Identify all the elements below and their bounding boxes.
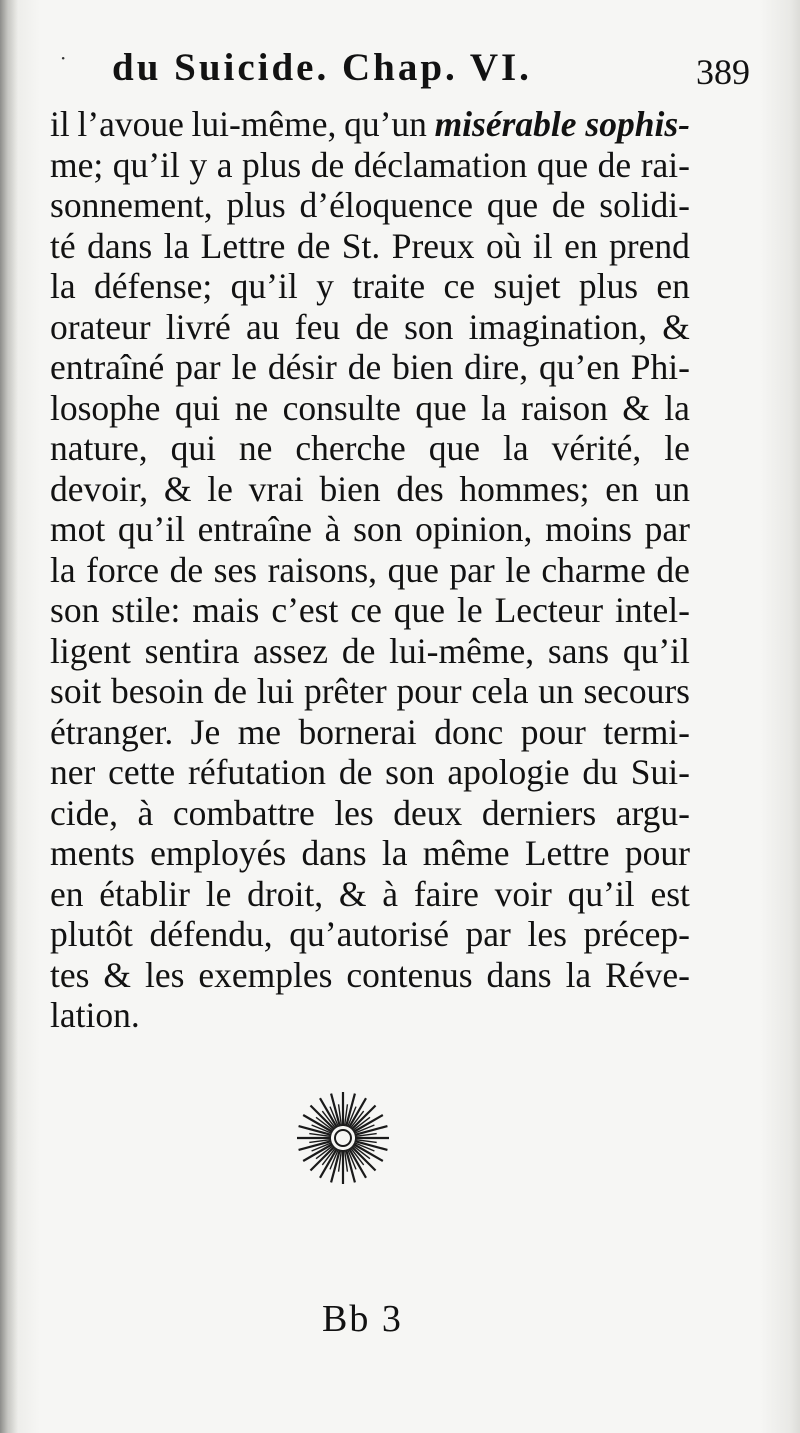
text-word: Lecteur	[494, 590, 604, 630]
text-word: son	[353, 509, 403, 549]
text-word: la	[50, 549, 76, 590]
text-word: contenus	[346, 954, 473, 995]
text-word: plus	[226, 185, 286, 225]
text-word: de	[355, 306, 389, 347]
text-word: des	[396, 468, 444, 509]
text-word: entraîne	[197, 509, 312, 549]
text-line	[50, 145, 690, 186]
running-head: du Suicide. Chap. VI.	[112, 46, 532, 89]
text-word: du	[582, 752, 618, 792]
text-word: intel-	[614, 590, 690, 630]
text-word: apologie	[447, 752, 570, 792]
text-word: qu’il	[117, 509, 185, 549]
text-word: la	[664, 387, 690, 428]
text-word: Phi-	[630, 347, 690, 387]
text-word: Lettre	[524, 833, 610, 873]
text-word: traite	[352, 266, 426, 306]
text-word: de	[213, 671, 247, 711]
text-word: a	[216, 144, 233, 185]
text-word: la	[503, 428, 529, 468]
text-word: ner	[50, 752, 96, 792]
text-word: me;	[50, 144, 104, 185]
text-word: moins	[545, 509, 632, 549]
text-word: en	[50, 873, 84, 914]
text-word: dans	[87, 225, 153, 266]
text-word: prêter	[303, 671, 387, 711]
text-word: &	[163, 468, 192, 509]
text-word: soit	[50, 671, 102, 711]
text-word: que	[428, 428, 481, 468]
text-word: consulte	[282, 387, 401, 428]
text-word: d’éloquence	[299, 185, 473, 225]
text-word: le	[207, 468, 233, 509]
text-word: dire,	[464, 347, 529, 387]
text-word: dans	[486, 954, 552, 995]
text-word: de	[310, 144, 345, 185]
text-word: nature,	[50, 428, 148, 468]
text-word: de	[169, 549, 204, 590]
stray-mark-icon: ·	[60, 46, 67, 70]
text-word: y	[189, 144, 208, 185]
text-word: la	[50, 266, 76, 306]
text-word: précep-	[583, 914, 690, 954]
text-word: ses	[213, 549, 258, 590]
text-word: besoin	[111, 671, 204, 711]
text-line	[50, 914, 690, 955]
text-word: par	[644, 509, 690, 549]
text-word: ce	[443, 266, 476, 306]
text-word: rai-	[640, 144, 690, 185]
body-text	[50, 104, 690, 1036]
text-word: vérité,	[551, 428, 642, 468]
text-word: solidi-	[599, 185, 690, 225]
text-word: cela	[471, 671, 529, 711]
text-word: au	[246, 306, 280, 347]
text-word: vrai	[248, 468, 304, 509]
text-word: un	[654, 468, 690, 509]
text-word: en	[564, 225, 598, 266]
text-line	[50, 833, 690, 874]
text-word: bien	[319, 468, 381, 509]
text-word: par	[175, 347, 221, 387]
text-word: deux	[393, 792, 463, 833]
text-word: de	[296, 225, 331, 266]
text-word: prend	[609, 225, 690, 266]
text-word: qu’il	[112, 144, 180, 185]
text-word: y	[316, 266, 334, 306]
text-word: que	[393, 590, 446, 630]
text-word: mot	[50, 509, 106, 549]
text-word: raison	[521, 387, 608, 428]
text-word: en	[656, 266, 690, 306]
text-word: les	[527, 914, 567, 954]
text-line	[50, 307, 690, 348]
text-word: que	[387, 549, 439, 590]
text-word: me	[237, 711, 282, 752]
text-word: de	[551, 185, 586, 225]
text-line	[50, 752, 690, 793]
text-line	[50, 226, 690, 267]
text-word: droit,	[247, 873, 324, 914]
text-word: plutôt	[50, 914, 133, 954]
text-word: derniers	[481, 792, 597, 833]
text-word: cide,	[50, 792, 119, 833]
text-word: losophe	[50, 387, 161, 428]
text-word: qu’en	[539, 347, 620, 387]
text-line	[50, 347, 690, 388]
text-word: qu’autorisé	[289, 914, 449, 954]
text-word: défendu,	[149, 914, 273, 954]
text-word: à	[382, 873, 399, 914]
text-word: Lettre	[200, 225, 286, 266]
text-word: le	[664, 428, 690, 468]
text-word: cette	[108, 752, 176, 792]
text-word: il	[50, 104, 70, 144]
text-word: voir	[494, 873, 552, 914]
text-line	[50, 428, 690, 469]
text-word: étranger.	[50, 711, 174, 752]
text-word: par	[449, 549, 495, 590]
text-word: bien	[392, 347, 454, 387]
text-word: ne	[234, 387, 269, 428]
text-word: la	[565, 954, 592, 995]
text-word: la	[381, 833, 408, 873]
text-word: ce	[350, 590, 382, 630]
text-word: le	[205, 873, 232, 914]
text-word: la	[163, 225, 190, 266]
text-word: en	[605, 468, 639, 509]
page-gutter-shadow	[0, 0, 18, 1433]
text-word: tes	[50, 954, 90, 995]
text-word: qu’un	[344, 104, 427, 144]
text-word: lui-même,	[389, 630, 535, 671]
text-word: son	[385, 752, 435, 792]
text-word: donc	[434, 711, 504, 752]
text-word: livré	[165, 306, 231, 347]
text-word: exemples	[198, 954, 333, 995]
text-word: son	[50, 590, 100, 630]
text-word: sentira	[144, 630, 240, 671]
text-word: à	[137, 792, 154, 833]
text-line	[50, 104, 690, 145]
text-word: té	[50, 225, 76, 266]
text-word: les	[144, 954, 185, 995]
text-word: mais	[192, 590, 260, 630]
text-word: ments	[50, 833, 135, 873]
text-word: imagination,	[468, 306, 648, 347]
text-line	[50, 874, 690, 915]
text-word: le	[457, 590, 483, 630]
text-word: réfutation	[188, 752, 326, 792]
signature-mark: Bb 3	[322, 1298, 403, 1340]
text-word: Je	[190, 711, 221, 752]
text-word: opinion,	[415, 509, 533, 549]
text-word: déclamation	[353, 144, 528, 185]
text-word: plus	[578, 266, 639, 306]
text-word: sujet	[493, 266, 561, 306]
text-word: bornerai	[298, 711, 417, 752]
text-word: lui	[256, 671, 295, 711]
text-word: &	[662, 306, 690, 347]
text-word: charme	[541, 549, 646, 590]
text-word: orateur	[50, 306, 151, 347]
text-word: est	[650, 873, 690, 914]
text-word: l’avoue	[77, 104, 184, 144]
text-word: employés	[150, 833, 287, 873]
text-word: qu’il	[567, 873, 635, 914]
text-word: devoir,	[50, 468, 149, 509]
text-word: force	[86, 549, 160, 590]
sunburst-ornament-icon	[293, 1088, 393, 1188]
text-word: sans	[547, 630, 610, 671]
text-line	[50, 266, 690, 307]
text-word: termi-	[603, 711, 690, 752]
text-line	[50, 185, 690, 226]
text-word: ne	[238, 428, 273, 468]
text-line	[50, 509, 690, 550]
text-word: hommes;	[459, 468, 590, 509]
text-word: &	[338, 873, 367, 914]
text-word: secours	[583, 671, 690, 711]
text-word: entraîné	[50, 347, 165, 387]
text-word: Réve-	[605, 954, 690, 995]
text-word: de	[656, 549, 690, 590]
text-line	[50, 712, 690, 753]
text-word: lation.	[50, 995, 140, 1035]
text-word: établir	[99, 873, 190, 914]
text-word: pour	[520, 711, 586, 752]
text-word: par	[465, 914, 511, 954]
text-word: c’est	[271, 590, 339, 630]
text-word: dans	[301, 833, 367, 873]
text-word: que	[486, 185, 539, 225]
text-word: les	[334, 792, 374, 833]
text-word: où	[485, 225, 522, 266]
text-word: lui-même,	[191, 104, 337, 144]
text-word: St.	[341, 225, 381, 266]
text-line	[50, 388, 690, 429]
text-word: qu’il	[230, 266, 298, 306]
text-word: &	[103, 954, 132, 995]
text-line	[50, 550, 690, 591]
text-word: qu’il	[622, 630, 690, 671]
text-word: cherche	[295, 428, 406, 468]
text-word: il	[532, 225, 553, 266]
text-word: Sui-	[630, 752, 690, 792]
page-header	[60, 40, 750, 100]
text-word: que	[536, 144, 589, 185]
text-word: même	[422, 833, 510, 873]
text-word: le	[231, 347, 258, 387]
text-line	[50, 671, 690, 712]
text-word: faire	[413, 873, 479, 914]
text-word: pour	[624, 833, 690, 873]
text-word: ligent	[50, 630, 131, 671]
page-number: 389	[696, 52, 750, 92]
text-word: de	[338, 752, 373, 792]
text-word: qui	[174, 387, 221, 428]
text-line	[50, 631, 690, 672]
text-line	[50, 469, 690, 510]
text-word: de	[341, 630, 376, 671]
text-word: désir	[267, 347, 337, 387]
text-word: raisons,	[267, 549, 378, 590]
text-word: de	[347, 347, 382, 387]
text-line	[50, 995, 690, 1036]
text-word: un	[538, 671, 574, 711]
text-word: feu	[294, 306, 341, 347]
text-word: argu-	[615, 792, 690, 833]
text-word: son	[404, 306, 454, 347]
text-word: stile:	[111, 590, 181, 630]
text-word: combattre	[172, 792, 315, 833]
text-word: qui	[170, 428, 216, 468]
text-word: la	[481, 387, 507, 428]
text-word: à	[324, 509, 341, 549]
text-word: de	[597, 144, 632, 185]
text-word: que	[415, 387, 467, 428]
text-word: pour	[396, 671, 462, 711]
text-word: misérable sophis-	[434, 104, 690, 144]
text-line	[50, 793, 690, 834]
text-word: le	[505, 549, 531, 590]
text-line	[50, 590, 690, 631]
text-word: Preux	[391, 225, 475, 266]
text-word: plus	[242, 144, 302, 185]
text-word: assez	[253, 630, 329, 671]
text-line	[50, 955, 690, 996]
text-word: défense;	[94, 266, 213, 306]
text-word: sonnement,	[50, 185, 213, 225]
text-word: &	[622, 387, 650, 428]
